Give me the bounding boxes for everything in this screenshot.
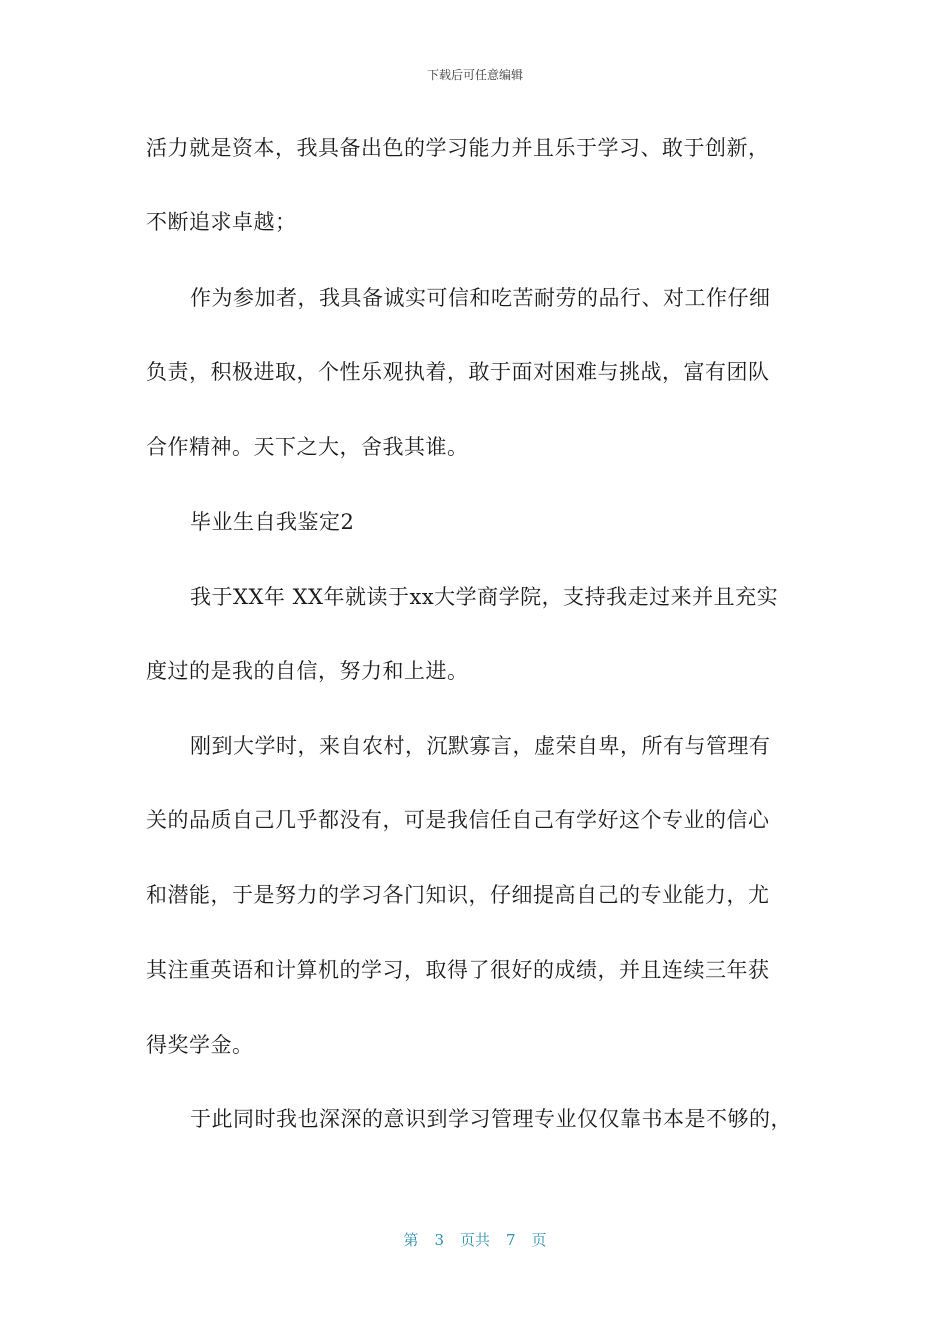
page-footer [0,1229,950,1250]
footer-page-number: 3 [434,1231,444,1249]
body-line-8: 度过的是我的自信，努力和上进。 [146,659,469,683]
body-line-10: 关的品质自己几乎都没有，可是我信任自己有学好这个专业的信心 [146,808,770,832]
section-heading: 毕业生自我鉴定2 [190,510,355,534]
footer-total-pages: 7 [506,1231,516,1249]
body-line-3: 作为参加者，我具备诚实可信和吃苦耐劳的品行、对工作仔细 [190,286,771,310]
footer-prefix: 第 [403,1231,419,1249]
page-header: 下载后可任意编辑 [426,68,523,82]
body-line-12: 其注重英语和计算机的学习，取得了很好的成绩，并且连续三年获 [146,958,770,982]
footer-suffix: 页 [531,1231,547,1249]
body-line-1: 活力就是资本，我具备出色的学习能力并且乐于学习、敢于创新， [146,136,770,160]
body-line-14: 于此同时我也深深的意识到学习管理专业仅仅靠书本是不够的， [190,1107,792,1131]
body-line-2: 不断追求卓越； [146,210,297,234]
body-line-4: 负责，积极进取，个性乐观执着，敢于面对困难与挑战，富有团队 [146,360,770,384]
body-line-7: 我于XX年 XX年就读于xx大学商学院，支持我走过来并且充实 [190,585,779,609]
body-line-13: 得奖学金。 [146,1033,254,1057]
footer-middle: 页共 [459,1231,490,1249]
body-line-11: 和潜能，于是努力的学习各门知识，仔细提高自己的专业能力，尤 [146,883,770,907]
body-line-5: 合作精神。天下之大，舍我其谁。 [146,435,469,459]
body-line-9: 刚到大学时，来自农村，沉默寡言，虚荣自卑，所有与管理有 [190,734,771,758]
